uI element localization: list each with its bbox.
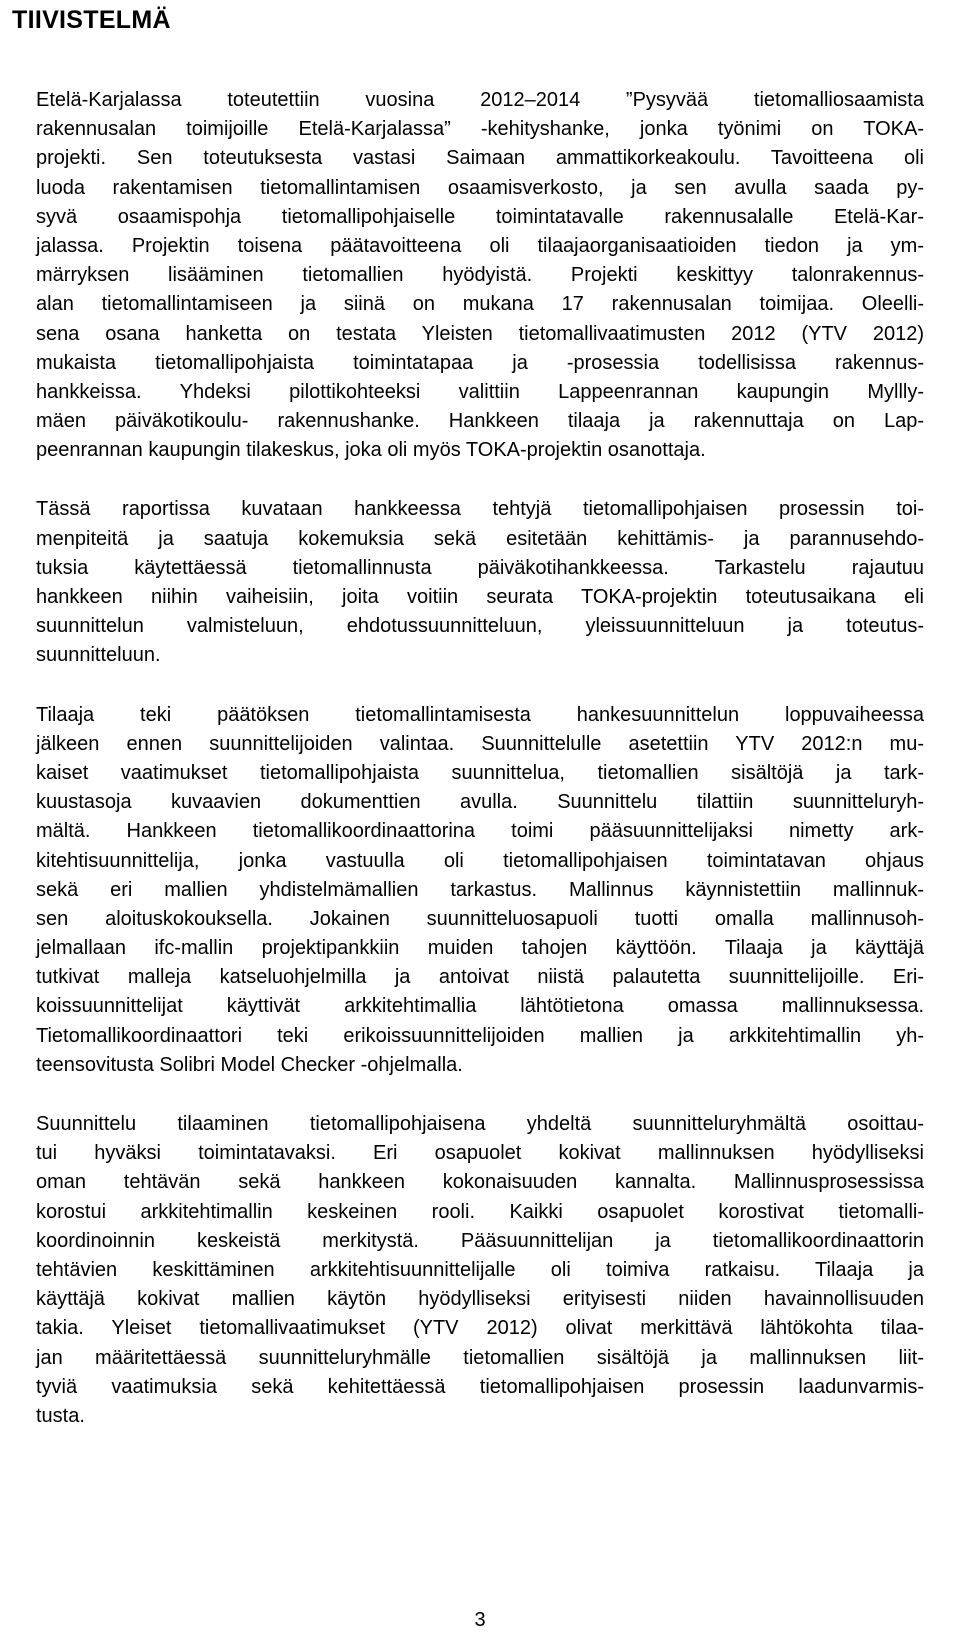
text-line: Tässä raportissa kuvataan hankkeessa tehtyjä tietomallipohjaisen prosessin toi- [36,498,924,521]
paragraph-2 [36,495,924,670]
text-line: käyttäjä kokivat mallien käytön hyödylliseksi erityisesti niiden havainnollisuuden [36,1288,924,1311]
text-line: jalassa. Projektin toisena päätavoitteena oli tilaajaorganisaatioiden tiedon ja ym- [36,234,924,257]
text-line: tui hyväksi toimintatavaksi. Eri osapuolet kokivat mallinnuksen hyödylliseksi [36,1142,924,1165]
text-line: Suunnittelu tilaaminen tietomallipohjaisena yhdeltä suunnitteluryhmältä osoittau- [36,1113,924,1136]
text-line: tuksia käytettäessä tietomallinnusta päiväkotihankkeessa. Tarkastelu rajautuu [36,556,924,579]
text-line: tehtävien keskittäminen arkkitehtisuunnittelijalle oli toimiva ratkaisu. Tilaaja ja [36,1258,924,1281]
paragraph-1 [36,86,924,465]
text-line: suunnitteluun. [36,644,161,667]
text-line: korostui arkkitehtimallin keskeinen rooli. Kaikki osapuolet korostivat tietomalli- [36,1200,924,1223]
text-line: sekä eri mallien yhdistelmämallien tarkastus. Mallinnus käynnistettiin mallinnuk- [36,878,924,901]
text-line: hankkeen niihin vaiheisiin, joita voitiin seurata TOKA-projektin toteutusaikana eli [36,586,924,609]
paragraph-3 [36,701,924,1080]
text-line: takia. Yleiset tietomallivaatimukset (YTV 2012) olivat merkittävä lähtökohta tilaa- [36,1317,924,1340]
text-line: suunnittelun valmisteluun, ehdotussuunnitteluun, yleissuunnitteluun ja toteutus- [36,615,924,638]
text-line: alan tietomallintamiseen ja siinä on mukana 17 rakennusalan toimijaa. Oleelli- [36,293,924,316]
text-line: mukaista tietomallipohjaista toimintatapaa ja -prosessia todellisissa rakennus- [36,351,924,374]
text-line: Tietomallikoordinaattori teki erikoissuunnittelijoiden mallien ja arkkitehtimallin yh- [36,1024,924,1047]
text-line: mäen päiväkotikoulu- rakennushanke. Hankkeen tilaaja ja rakennuttaja on Lap- [36,410,924,433]
text-line: hankkeissa. Yhdeksi pilottikohteeksi valittiin Lappeenrannan kaupungin Myllly- [36,380,924,403]
text-line: sena osana hanketta on testata Yleisten tietomallivaatimusten 2012 (YTV 2012) [36,322,924,345]
text-line: jälkeen ennen suunnittelijoiden valintaa. Suunnittelulle asetettiin YTV 2012:n mu- [36,732,924,755]
text-line: jan määritettäessä suunnitteluryhmälle tietomallien sisältöjä ja mallinnuksen liit- [36,1346,924,1369]
text-line: tusta. [36,1404,85,1427]
text-line: rakennusalan toimijoille Etelä-Karjalassa” -kehityshanke, jonka työnimi on TOKA- [36,118,924,141]
text-line: kaiset vaatimukset tietomallipohjaista suunnittelua, tietomallien sisältöjä ja tark- [36,761,924,784]
text-line: oman tehtävän sekä hankkeen kokonaisuuden kannalta. Mallinnusprosessissa [36,1171,924,1194]
text-line: jelmallaan ifc-mallin projektipankkiin muiden tahojen käyttöön. Tilaaja ja käyttäjä [36,937,924,960]
text-line: Etelä-Karjalassa toteutettiin vuosina 2012–2014 ”Pysyvää tietomalliosaamista [36,89,924,111]
text-line: mältä. Hankkeen tietomallikoordinaattorina toimi pääsuunnittelijaksi nimetty ark- [36,820,924,843]
text-line: projekti. Sen toteutuksesta vastasi Saimaan ammattikorkeakoulu. Tavoitteena oli [36,147,924,170]
summary-body [36,86,924,1461]
text-line: tutkivat malleja katseluohjelmilla ja antoivat niistä palautetta suunnittelijoille. Eri- [36,966,924,989]
paragraph-4 [36,1110,924,1431]
text-line: koissuunnittelijat käyttivät arkkitehtimallia lähtötietona omassa mallinnuksessa. [36,995,924,1018]
text-line: kuustasoja kuvaavien dokumenttien avulla. Suunnittelu tilattiin suunnitteluryh- [36,791,924,814]
page-number: 3 [474,1609,486,1631]
text-line: koordinoinnin keskeistä merkitystä. Pääsuunnittelijan ja tietomallikoordinaattorin [36,1229,924,1252]
page-heading: TIIVISTELMÄ [12,6,171,34]
text-line: menpiteitä ja saatuja kokemuksia sekä esitetään kehittämis- ja parannusehdo- [36,527,924,550]
text-line: märryksen lisääminen tietomallien hyödyistä. Projekti keskittyy talonrakennus- [36,264,924,287]
text-line: Tilaaja teki päätöksen tietomallintamisesta hankesuunnittelun loppuvaiheessa [36,703,924,726]
text-line: tyviä vaatimuksia sekä kehitettäessä tietomallipohjaisen prosessin laadunvarmis- [36,1375,924,1398]
text-line: teensovitusta Solibri Model Checker -ohjelmalla. [36,1053,463,1076]
text-line: syvä osaamispohja tietomallipohjaiselle toimintatavalle rakennusalalle Etelä-Kar- [36,205,924,228]
text-line: kitehtisuunnittelija, jonka vastuulla oli tietomallipohjaisen toimintatavan ohjaus [36,849,924,872]
text-line: peenrannan kaupungin tilakeskus, joka oli myös TOKA-projektin osanottaja. [36,439,706,462]
text-line: luoda rakentamisen tietomallintamisen osaamisverkosto, ja sen avulla saada py- [36,176,924,199]
text-line: sen aloituskokouksella. Jokainen suunnitteluosapuoli tuotti omalla mallinnusoh- [36,907,924,930]
